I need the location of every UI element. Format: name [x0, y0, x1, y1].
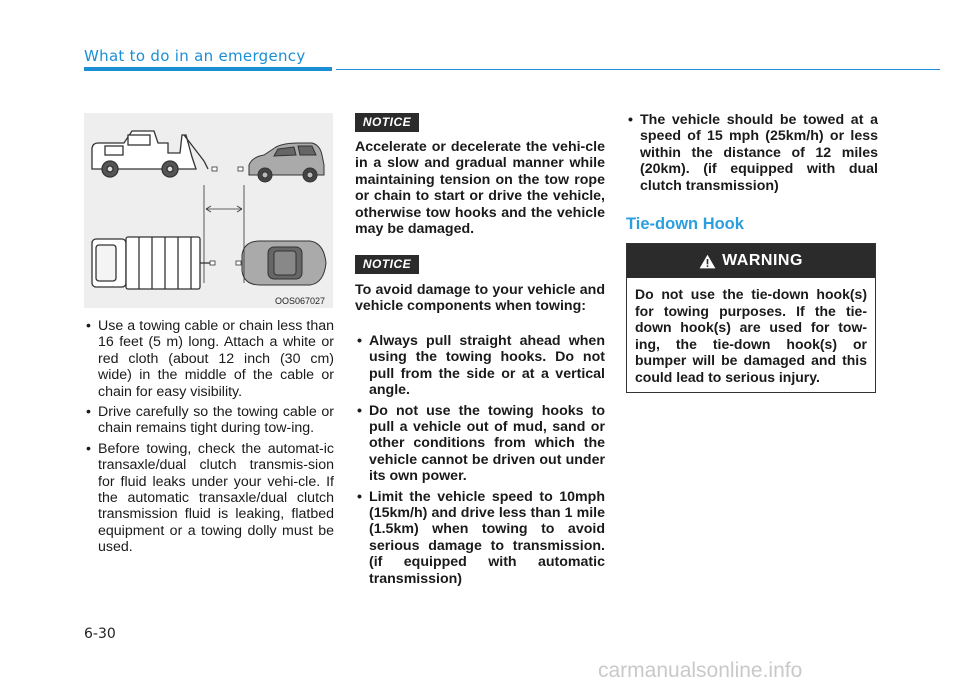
- column-left: [84, 318, 334, 560]
- section-heading-tie-down-hook: Tie-down Hook: [626, 215, 744, 233]
- warning-box: [626, 243, 876, 393]
- figure-caption: OOS067027: [275, 296, 326, 306]
- towing-illustration: [84, 113, 333, 308]
- list-item: • Always pull straight ahead when using the towing hooks. Do not pull from the side or at a vertical angle.: [355, 333, 605, 399]
- tow-truck-top-view: [92, 237, 210, 289]
- towing-instructions-list: [84, 318, 334, 556]
- list-item: • Do not use the towing hooks to pull a vehicle out of mud, sand or other conditions from which the vehicle cannot be driven out under its own power.: [355, 403, 605, 485]
- towed-sedan-top-view: [242, 241, 326, 285]
- notice-list-2: [355, 333, 605, 591]
- list-item: • Use a towing cable or chain less than 16 feet (5 m) long. Attach a white or red cloth (about 12 inch (30 cm) wide) in the middle of the cable or chain for easy visibility.: [84, 318, 334, 400]
- notice-label-2: NOTICE: [355, 255, 419, 274]
- notice-intro-text: To avoid damage to your vehicle and vehicle components when towing:: [355, 282, 605, 315]
- warning-header: [627, 244, 875, 278]
- notice-text-1: Accelerate or decelerate the vehi-cle in a slow and gradual manner while maintaining tension on the tow rope or chain to start or drive the vehicle, otherwise tow hooks and the vehicle may be damaged.: [355, 139, 605, 238]
- header-rule-thick: [84, 67, 332, 71]
- header-rule-thin: [336, 69, 940, 70]
- list-item: • The vehicle should be towed at a speed of 15 mph (25km/h) or less within the distance of 12 miles (20km). (if equipped with dual clutch transmission): [626, 112, 878, 194]
- tow-truck-side-view: [92, 131, 208, 177]
- list-item: • Before towing, check the automat-ic transaxle/dual clutch transmis-sion for fluid leaks under your vehi-cle. If the automatic transaxle/dual clutch transmission fluid is leaking, flatbed equipment or a towing dolly must be used.: [84, 441, 334, 556]
- warning-triangle-icon: [699, 254, 716, 269]
- warning-label: WARNING: [722, 252, 803, 269]
- warning-text: Do not use the tie-down hook(s) for towing purposes. If the tie-down hook(s) are used for tow-ing, the tie-down hook(s) or bumper will be damaged and this could lead to serious injury.: [635, 286, 867, 385]
- page-number: 6-30: [84, 626, 116, 642]
- notice-intro-2: [355, 282, 605, 315]
- watermark: carmanualsonline.info: [598, 659, 803, 682]
- column-right: [626, 112, 878, 198]
- towed-suv-side-view: [249, 143, 324, 182]
- tow-connection-markers: [210, 167, 243, 265]
- distance-guide-lines: [204, 185, 244, 283]
- header-section-title: What to do in an emergency: [84, 47, 306, 65]
- column-middle: [355, 139, 605, 237]
- list-item: • Limit the vehicle speed to 10mph (15km/h) and drive less than 1 mile (1.5km) when towing to avoid serious damage to transmission. (if equipped with automatic transmission): [355, 489, 605, 587]
- list-item: • Drive carefully so the towing cable or chain remains tight during tow-ing.: [84, 404, 334, 437]
- notice-label-1: NOTICE: [355, 113, 419, 132]
- towing-diagram: [84, 113, 333, 308]
